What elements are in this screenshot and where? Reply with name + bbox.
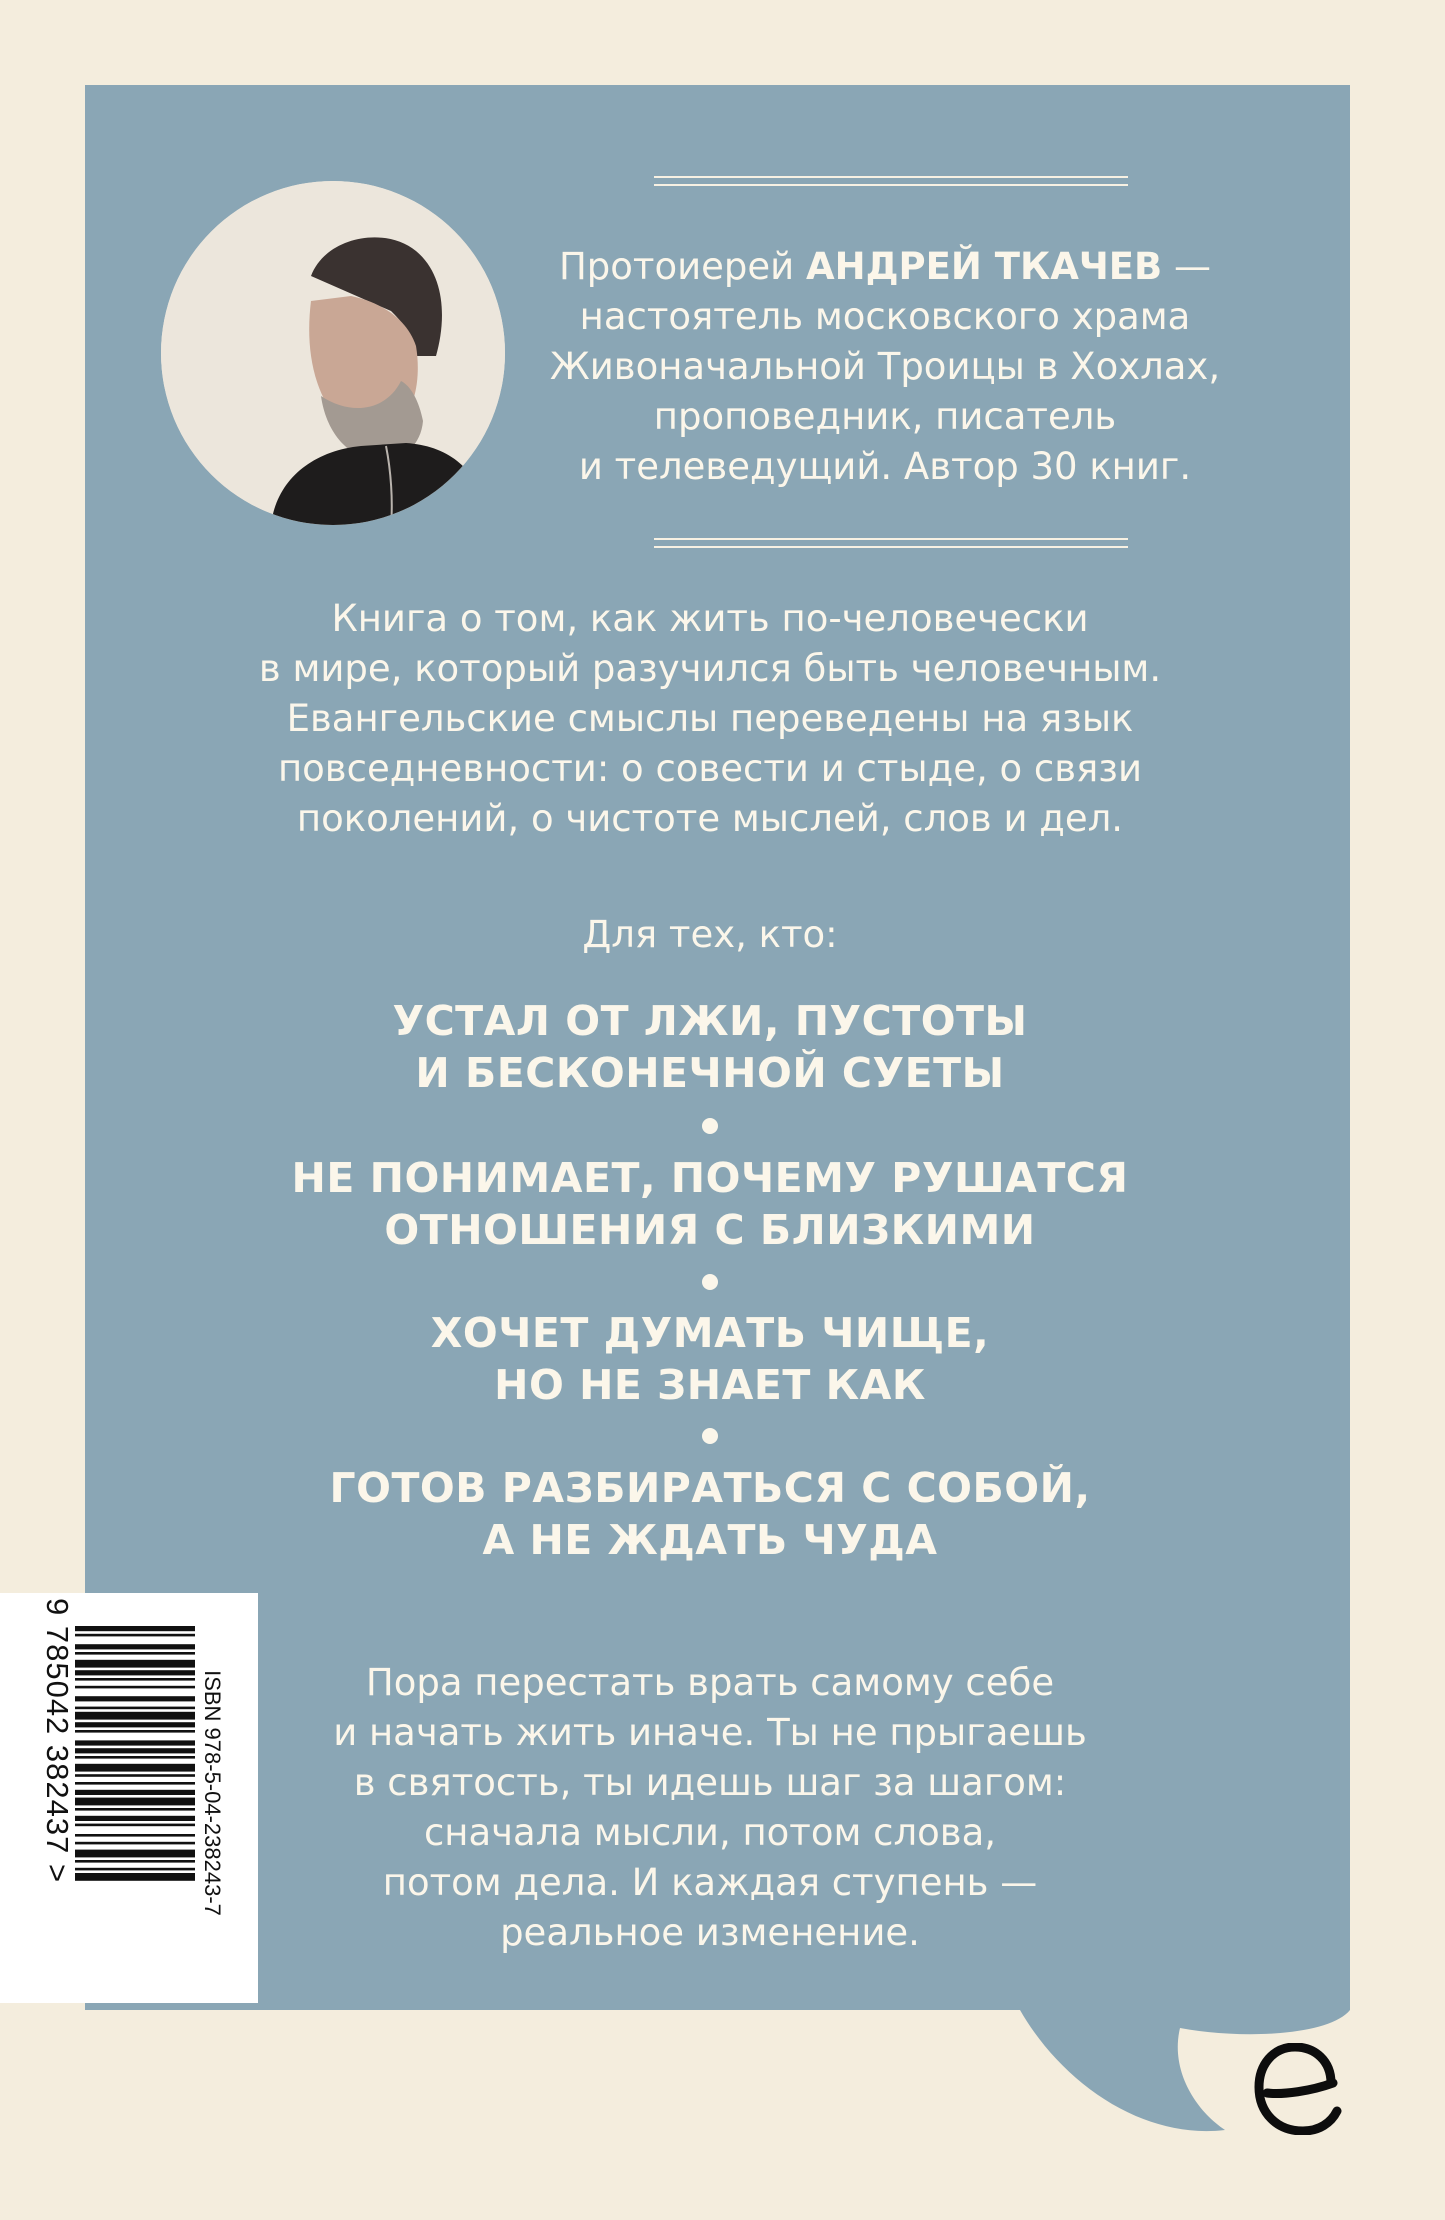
bullet-dot <box>702 1428 718 1444</box>
closing-text <box>180 1658 1240 1958</box>
isbn-number: ISBN 978-5-04-238243-7 <box>200 1670 225 1916</box>
author-bio-line-3: Живоначальной Троицы в Хохлах, <box>549 345 1221 388</box>
point-line: УСТАЛ ОТ ЛЖИ, ПУСТОТЫ <box>392 997 1028 1045</box>
book-description <box>130 594 1290 844</box>
closing-line: в святость, ты идешь шаг за шагом: <box>353 1761 1067 1804</box>
author-bio <box>515 242 1255 492</box>
description-line: повседневности: о совести и стыде, о связи <box>277 747 1143 790</box>
point-line: ОТНОШЕНИЯ С БЛИЗКИМИ <box>384 1206 1036 1254</box>
point-line: ГОТОВ РАЗБИРАТЬСЯ С СОБОЙ, <box>329 1464 1091 1512</box>
point-line: А НЕ ЖДАТЬ ЧУДА <box>482 1516 938 1564</box>
publisher-logo-icon <box>1253 2043 1343 2135</box>
description-line: Евангельские смыслы переведены на язык <box>286 697 1134 740</box>
isbn-barcode <box>0 1598 225 1998</box>
point-2 <box>130 1152 1290 1256</box>
bullet-dot <box>702 1274 718 1290</box>
author-name: АНДРЕЙ ТКАЧЕВ <box>805 245 1163 288</box>
point-line: И БЕСКОНЕЧНОЙ СУЕТЫ <box>415 1049 1005 1097</box>
author-bio-line-4: проповедник, писатель <box>653 395 1117 438</box>
description-line: Книга о том, как жить по-человечески <box>331 597 1089 640</box>
closing-line: и начать жить иначе. Ты не прыгаешь <box>333 1711 1087 1754</box>
bullet-dot <box>702 1118 718 1134</box>
point-line: НО НЕ ЗНАЕТ КАК <box>494 1361 926 1409</box>
barcode-bars <box>75 1626 195 1956</box>
description-line: поколений, о чистоте мыслей, слов и дел. <box>296 797 1124 840</box>
author-bio-line-5: и телеведущий. Автор 30 книг. <box>578 445 1192 488</box>
point-4 <box>130 1462 1290 1566</box>
bottom-divider <box>654 538 1128 548</box>
closing-line: Пора перестать врать самому себе <box>365 1661 1055 1704</box>
point-line: ХОЧЕТ ДУМАТЬ ЧИЩЕ, <box>430 1309 990 1357</box>
closing-line: сначала мысли, потом слова, <box>423 1811 997 1854</box>
closing-line: потом дела. И каждая ступень — <box>382 1861 1038 1904</box>
description-line: в мире, который разучился быть человечным. <box>258 647 1162 690</box>
point-line: НЕ ПОНИМАЕТ, ПОЧЕМУ РУШАТСЯ <box>291 1154 1129 1202</box>
ean-digits: 9 785042 382437 > <box>40 1598 75 1884</box>
top-divider <box>654 176 1128 186</box>
for-whom-heading: Для тех, кто: <box>582 913 838 956</box>
point-3 <box>130 1307 1290 1411</box>
author-bio-line-2: настоятель московского храма <box>579 295 1191 338</box>
point-1 <box>130 995 1290 1099</box>
author-photo <box>161 181 505 525</box>
author-bio-line-1: Протоиерей АНДРЕЙ ТКАЧЕВ — <box>558 245 1212 288</box>
closing-line: реальное изменение. <box>500 1911 920 1954</box>
